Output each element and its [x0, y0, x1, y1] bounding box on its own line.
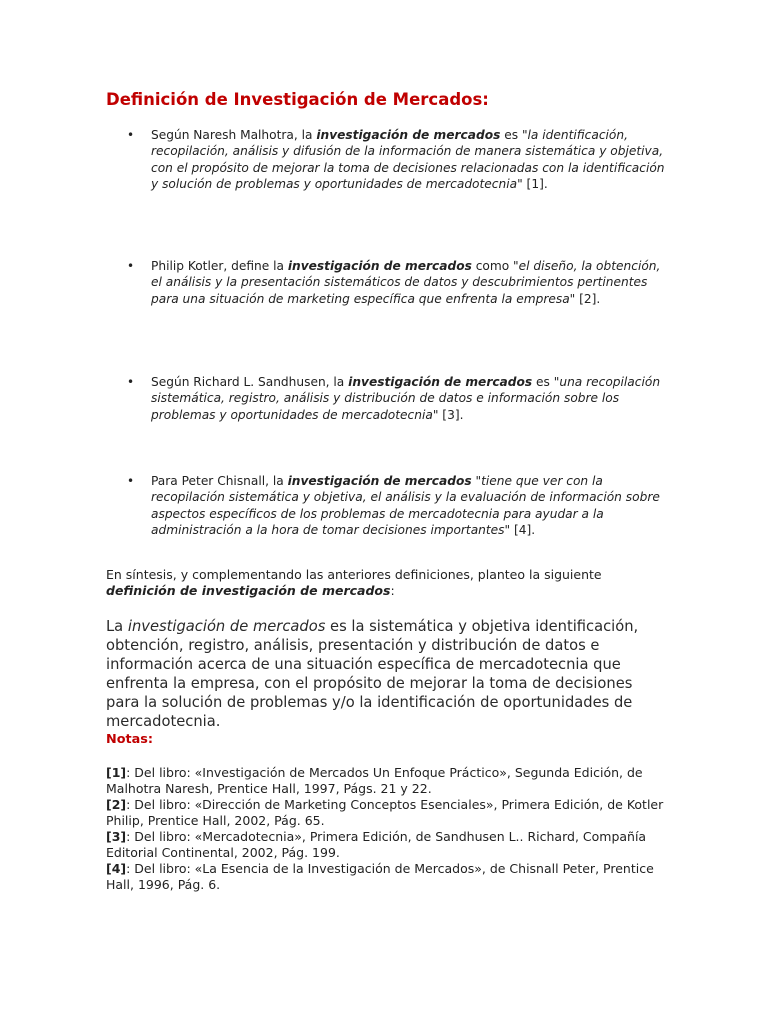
main-definition-term: investigación de mercados — [127, 617, 326, 635]
main-definition-body: es la sistemática y objetiva identificación, obtención, registro, análisis, presentación y distribución de datos e información acerca de una situación específica de mercadotecnia que enfrenta la empresa, con el propósito de mejorar la toma de decisiones para la solución de problemas y/o la identificación de oportunidades de mercadotecnia. — [106, 617, 639, 730]
notes-list — [106, 765, 666, 893]
definition-term: investigación de mercados — [287, 474, 472, 488]
bullet-icon: • — [127, 128, 135, 142]
synthesis-intro: En síntesis, y complementando las anteriores definiciones, planteo la siguiente — [106, 566, 602, 582]
definition-term: investigación de mercados — [287, 259, 472, 273]
note-ref: [4] — [106, 861, 127, 876]
definition-citation: " [3]. — [432, 407, 464, 422]
definition-item-kotler — [127, 258, 671, 307]
definition-intro: Según Naresh Malhotra, la — [151, 128, 317, 142]
definition-citation: " [1]. — [517, 176, 548, 191]
note-text: : Del libro: «Dirección de Marketing Conceptos Esenciales», Primera Edición, de Kotler Philip, Prentice Hall, 2002, Pág. 65. — [106, 797, 664, 828]
definition-item-chisnall — [127, 473, 671, 538]
main-definition-intro: La — [106, 617, 128, 635]
main-definition — [106, 617, 666, 731]
definition-intro: Según Richard L. Sandhusen, la — [151, 375, 349, 389]
note-ref: [2] — [106, 797, 127, 812]
notes-heading: Notas: — [106, 732, 153, 747]
note-ref: [1] — [106, 765, 127, 780]
definition-term: investigación de mercados — [316, 128, 501, 142]
note-ref: [3] — [106, 829, 127, 844]
note-text: : Del libro: «Investigación de Mercados Un Enfoque Práctico», Segunda Edición, de Malhotra Naresh, Prentice Hall, 1997, Págs. 21 y 22. — [106, 765, 643, 796]
definition-connector: es " — [532, 375, 560, 389]
bullet-icon: • — [127, 259, 135, 273]
page-title: Definición de Investigación de Mercados: — [106, 90, 489, 109]
definition-quote: tiene que ver con la recopilación sistemática y objetiva, el análisis y la evaluación de información sobre aspectos específicos de los problemas de mercadotecnia para ayudar a la administración a la hora de tomar decisiones importantes — [151, 474, 660, 537]
note-item — [106, 861, 666, 893]
definition-item-malhotra — [127, 127, 671, 192]
bullet-icon: • — [127, 375, 135, 389]
definition-connector: " — [471, 474, 482, 488]
synthesis-paragraph — [106, 567, 626, 600]
note-text: : Del libro: «La Esencia de la Investigación de Mercados», de Chisnall Peter, Prentice Hall, 1996, Pág. 6. — [106, 861, 654, 892]
definition-quote: el diseño, la obtención, el análisis y la presentación sistemáticos de datos y descubrimientos pertinentes para una situación de marketing específica que enfrenta la empresa — [151, 259, 661, 306]
synthesis-end: : — [390, 583, 395, 598]
definition-quote: la identificación, recopilación, análisis y difusión de la información de manera sistemática y objetiva, con el propósito de mejorar la toma de decisiones relacionadas con la identificación y solución de problemas y oportunidades de mercadotecnia — [151, 128, 665, 191]
definition-item-sandhusen — [127, 374, 671, 423]
definition-citation: " [2]. — [569, 291, 601, 306]
bullet-icon: • — [127, 474, 135, 488]
definition-intro: Para Peter Chisnall, la — [151, 474, 288, 488]
definition-intro: Philip Kotler, define la — [151, 259, 288, 273]
definition-connector: es " — [500, 128, 528, 142]
note-text: : Del libro: «Mercadotecnia», Primera Edición, de Sandhusen L.. Richard, Compañía Editorial Continental, 2002, Pág. 199. — [106, 829, 647, 860]
definition-quote: una recopilación sistemática, registro, análisis y distribución de datos e información sobre los problemas y oportunidades de mercadotecnia — [151, 375, 661, 422]
note-item — [106, 829, 666, 861]
definition-citation: " [4]. — [504, 522, 536, 537]
note-item — [106, 765, 666, 797]
note-item — [106, 797, 666, 829]
synthesis-term: definición de investigación de mercados — [106, 583, 391, 598]
definition-connector: como " — [471, 259, 519, 273]
definition-term: investigación de mercados — [348, 375, 533, 389]
